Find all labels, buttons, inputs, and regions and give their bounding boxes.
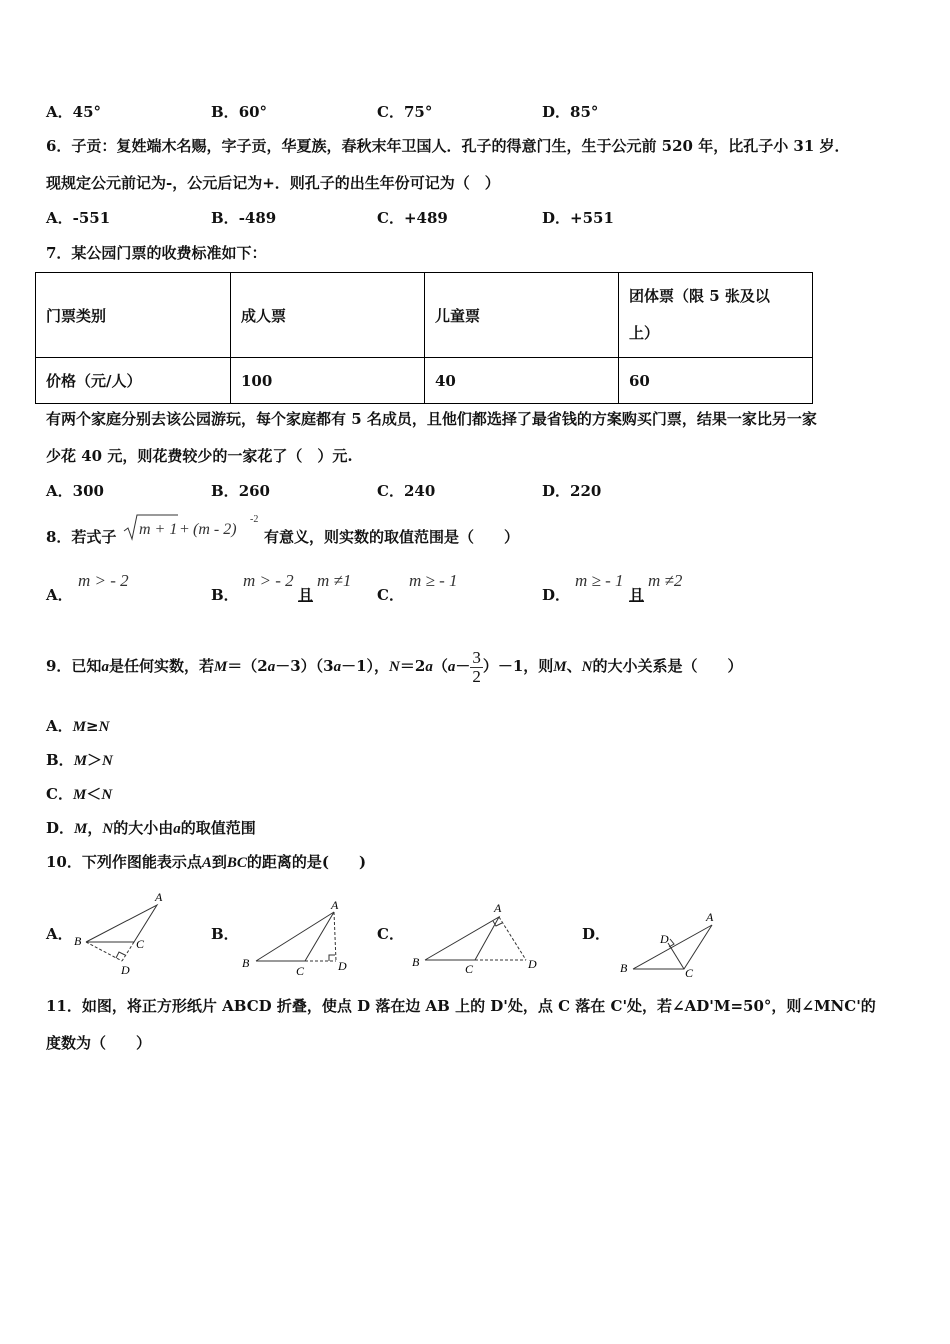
- var-n: N: [102, 821, 114, 837]
- q10-option-c-letter: C．: [377, 925, 404, 943]
- option-letter: C．: [46, 785, 73, 803]
- q7-stem-line2: 少花 40 元，则花费较少的一家花了（ ）元.: [46, 447, 353, 465]
- q8-option-b-math2: m ≠1: [317, 571, 352, 590]
- option-letter: B．: [46, 751, 74, 769]
- relation: ＞: [87, 751, 103, 769]
- group-ticket-line1: 团体票（限 5 张及以: [629, 287, 770, 305]
- text: 到: [211, 853, 227, 871]
- option-letter: C．: [377, 209, 404, 227]
- option-text: 45°: [72, 103, 102, 121]
- q8-option-d-math1: m ≥ - 1: [575, 571, 624, 590]
- table-header-row: [36, 273, 813, 358]
- option-letter: A．: [46, 482, 73, 500]
- label-d: D: [528, 957, 537, 971]
- q8-suffix: 有意义，则实数的取值范围是（ ）: [264, 528, 520, 546]
- q11-stem-line2: 度数为（ ）: [46, 1034, 152, 1052]
- right-angle-mark: [329, 955, 335, 961]
- q8-option-d-letter: D．: [542, 586, 571, 604]
- var-n: N: [581, 659, 593, 675]
- q9-option-b: [46, 750, 113, 771]
- var-n: N: [101, 787, 113, 803]
- q9-stem: [46, 646, 743, 687]
- option-letter: D．: [46, 819, 75, 837]
- label-c: C: [136, 937, 145, 951]
- q6-stem-line1: 6．子贡：复姓端木名赐，字子贡，华夏族，春秋末年卫国人．孔子的得意门生，生于公元前 520 年，比孔子小 31 岁．: [46, 137, 850, 155]
- table-cell: 成人票: [231, 273, 425, 358]
- var-a: a: [267, 659, 276, 675]
- option-letter: B．: [211, 482, 239, 500]
- label-d: D: [660, 932, 669, 946]
- var-a: a: [425, 659, 433, 675]
- option-letter: D．: [542, 209, 571, 227]
- q6-option-a: [46, 208, 110, 228]
- q5-option-b: [211, 102, 267, 122]
- option-text: 240: [403, 482, 436, 500]
- text: （: [432, 657, 448, 675]
- option-text: 220: [570, 482, 602, 500]
- option-text: 60°: [238, 103, 268, 121]
- var-segment-bc: BC: [226, 855, 247, 871]
- q6-option-b: [211, 208, 276, 228]
- q9-option-d: [46, 818, 256, 839]
- text: ，: [87, 819, 103, 837]
- label-c: C: [296, 964, 305, 978]
- option-letter: B．: [211, 209, 239, 227]
- option-text: -489: [238, 209, 277, 227]
- q6-option-c: [377, 208, 448, 228]
- q10-figure-c: [408, 898, 548, 978]
- q8-option-b-math1: m > - 2: [243, 571, 294, 590]
- text: ）－1，则: [482, 657, 554, 675]
- extension-line: [86, 942, 122, 961]
- relation: ≥: [85, 717, 99, 735]
- q8-expression: [122, 512, 264, 542]
- option-text: -551: [72, 209, 111, 227]
- label-b: B: [242, 956, 250, 970]
- q10-figure-d: [608, 905, 728, 980]
- text: 9．已知: [46, 657, 102, 675]
- q10-option-d-letter: D．: [582, 925, 611, 943]
- triangle-abc: [633, 925, 712, 969]
- ticket-price-table: [35, 272, 813, 404]
- table-cell: 60: [619, 358, 813, 404]
- q10-stem: [46, 852, 366, 873]
- q8-option-a-letter: A．: [46, 586, 73, 604]
- label-c: C: [465, 962, 474, 976]
- table-cell: 价格（元/人）: [36, 358, 231, 404]
- option-text: 300: [72, 482, 104, 500]
- var-m: M: [72, 787, 87, 803]
- label-a: A: [155, 890, 163, 904]
- text: 的大小由: [113, 819, 174, 837]
- label-b: B: [412, 955, 420, 969]
- option-letter: A．: [46, 103, 73, 121]
- text: 的取值范围: [180, 819, 256, 837]
- q10-option-a-letter: A．: [46, 925, 73, 943]
- text: ＝2: [399, 657, 426, 675]
- q9-option-a: [46, 716, 109, 737]
- q6-option-d: [542, 208, 614, 228]
- table-cell: 40: [425, 358, 619, 404]
- table-cell: 100: [231, 358, 425, 404]
- perpendicular-line: [334, 912, 336, 961]
- label-a: A: [331, 898, 339, 912]
- plus-sign: +: [180, 521, 190, 538]
- q5-option-a: [46, 102, 101, 122]
- label-d: D: [121, 963, 130, 977]
- radicand: m + 1: [139, 521, 178, 538]
- triangle-abc: [86, 905, 157, 942]
- option-letter: C．: [377, 103, 404, 121]
- group-ticket-line2: 上）: [629, 324, 660, 342]
- option-letter: A．: [46, 717, 73, 735]
- option-letter: D．: [542, 103, 571, 121]
- q7-option-a: [46, 481, 104, 501]
- option-letter: A．: [46, 209, 73, 227]
- table-price-row: [36, 358, 813, 404]
- fraction-denominator: 2: [472, 666, 481, 686]
- q10-option-b-letter: B．: [211, 925, 239, 943]
- q10-figure-a: [70, 888, 170, 978]
- text: 10．下列作图能表示点: [46, 853, 202, 871]
- option-letter: C．: [377, 482, 404, 500]
- q8-option-c-math: m ≥ - 1: [409, 571, 458, 590]
- q7-intro: 7．某公园门票的收费标准如下：: [46, 244, 267, 262]
- option-text: 260: [238, 482, 270, 500]
- text: ＝（2: [227, 657, 268, 675]
- fraction-three-halves: [470, 649, 483, 686]
- text: 、: [566, 657, 582, 675]
- q7-option-c: [377, 481, 435, 501]
- perpendicular-line: [499, 917, 526, 960]
- table-cell: 门票类别: [36, 273, 231, 358]
- text: －1），: [341, 657, 390, 675]
- var-m: M: [553, 659, 567, 675]
- label-b: B: [620, 961, 628, 975]
- text: －: [455, 657, 471, 675]
- q8-option-d-math2: m ≠2: [648, 571, 683, 590]
- var-n: N: [102, 753, 113, 769]
- q7-stem-line1: 有两个家庭分别去该公园游玩，每个家庭都有 5 名成员，且他们都选择了最省钱的方案购买门票，结果一家比另一家: [46, 410, 817, 428]
- var-m: M: [72, 719, 86, 735]
- option-text: +551: [570, 209, 614, 227]
- q8-option-b-qie: 且: [298, 586, 314, 604]
- q8-option-d-qie: 且: [629, 586, 645, 604]
- text: 的距离的是( ): [246, 853, 367, 871]
- q7-option-d: [542, 481, 601, 501]
- var-m: M: [213, 659, 228, 675]
- var-n: N: [98, 719, 110, 735]
- option-letter: D．: [542, 482, 571, 500]
- text: 是任何实数，若: [108, 657, 214, 675]
- perpendicular-line: [122, 942, 134, 961]
- label-a: A: [706, 910, 714, 924]
- q8-option-a-math: m > - 2: [78, 571, 129, 590]
- q5-option-c: [377, 102, 432, 122]
- q6-stem-line2: 现规定公元前记为-，公元后记为+．则孔子的出生年份可记为（ ）: [46, 174, 500, 192]
- q8-option-b-letter: B．: [211, 586, 239, 604]
- var-a: a: [447, 659, 456, 675]
- option-text: 85°: [570, 103, 599, 121]
- label-b: B: [74, 934, 82, 948]
- exponent: -2: [250, 514, 259, 525]
- var-point-a: A: [201, 855, 212, 871]
- var-a: a: [101, 659, 109, 675]
- var-a: a: [333, 659, 342, 675]
- text: －3）（3: [275, 657, 334, 675]
- fraction-numerator: 3: [472, 647, 481, 667]
- altitude-line: [668, 943, 684, 969]
- table-cell: 儿童票: [425, 273, 619, 358]
- var-m: M: [73, 753, 88, 769]
- triangle-abc: [256, 912, 334, 961]
- q11-stem-line1: 11．如图，将正方形纸片 ABCD 折叠，使点 D 落在边 AB 上的 D'处，点 C 落在 C'处，若∠AD'M=50°，则∠MNC'的: [46, 997, 876, 1015]
- var-m: M: [74, 821, 88, 837]
- label-a: A: [494, 901, 502, 915]
- relation: ＜: [86, 785, 102, 803]
- q9-option-c: [46, 784, 112, 805]
- var-a: a: [173, 821, 181, 837]
- q8-prefix: 8．若式子: [46, 528, 117, 546]
- q10-figure-b: [238, 898, 358, 978]
- q8-option-c-letter: C．: [377, 586, 404, 604]
- var-n: N: [389, 659, 400, 675]
- option-text: +489: [403, 209, 448, 227]
- label-d: D: [338, 959, 347, 973]
- table-cell-group: [619, 273, 813, 358]
- q5-option-d: [542, 102, 598, 122]
- q7-option-b: [211, 481, 270, 501]
- triangle-abc: [425, 917, 499, 960]
- option-letter: B．: [211, 103, 239, 121]
- text: 的大小关系是（ ）: [592, 657, 743, 675]
- right-angle-mark: [116, 952, 125, 958]
- paren-term: (m - 2): [193, 521, 237, 538]
- option-text: 75°: [403, 103, 433, 121]
- label-c: C: [685, 966, 694, 980]
